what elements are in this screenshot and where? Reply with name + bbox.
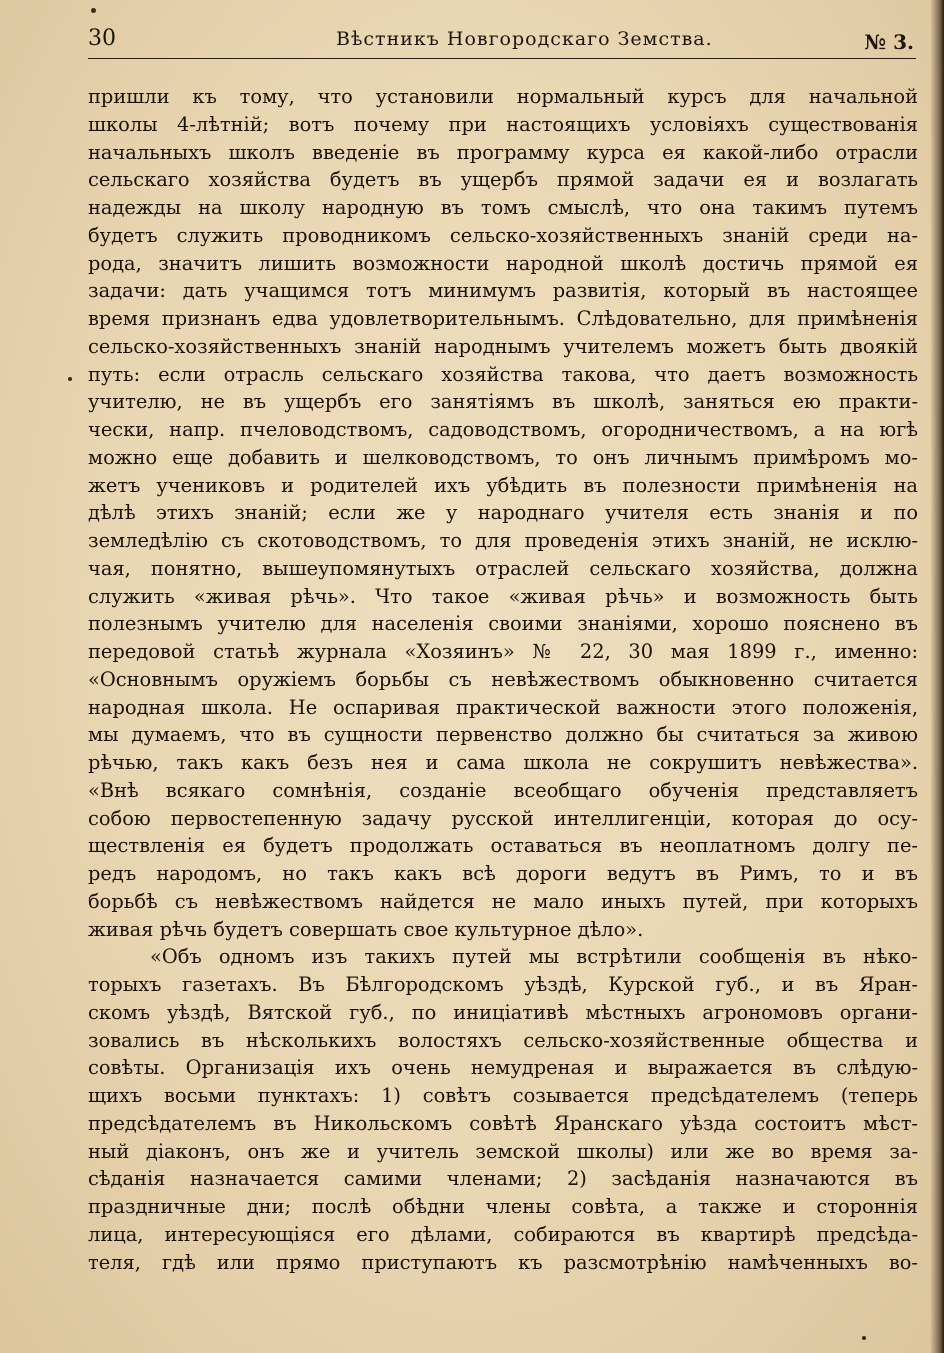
text-line: народная школа. Не оспаривая практической важности этого положенія, (88, 695, 918, 719)
header-rule (88, 58, 916, 59)
text-line: полезнымъ учителю для населенія своими знаніями, хорошо пояснено въ (88, 612, 918, 636)
text-line: борьбѣ съ невѣжествомъ найдется не мало иныхъ путей, при которыхъ (88, 889, 918, 913)
text-line: рѣчью, такъ какъ безъ нея и сама школа не сокрушитъ невѣжества». (88, 751, 918, 774)
text-line: учителю, не въ ущербъ его занятіямъ въ школѣ, заняться ею практи- (88, 390, 918, 414)
text-line: лица, интересующіяся его дѣлами, собираются въ квартирѣ предсѣда- (88, 1222, 918, 1246)
text-line: земледѣлію съ скотоводствомъ, то для проведенія этихъ знаній, не исклю- (88, 529, 918, 552)
text-line: пришли къ тому, что установили нормальный курсъ для начальной (88, 85, 918, 108)
paper-speck (68, 377, 72, 381)
page-number: 30 (88, 26, 116, 51)
text-line: щихъ восьми пунктахъ: 1) совѣтъ созывается предсѣдателемъ (теперь (88, 1084, 918, 1107)
text-line: дѣлѣ этихъ знаній; если же у народнаго учителя есть знанія и по (88, 501, 918, 525)
text-line: мы думаемъ, что въ сущности первенство должно бы считаться за живою (88, 723, 918, 747)
text-line: скомъ уѣздѣ, Вятской губ., по иниціативѣ мѣстныхъ агрономовъ органи- (88, 1000, 918, 1024)
text-line: надежды на школу народную въ томъ смыслѣ, что она такимъ путемъ (88, 196, 918, 219)
text-line: будетъ служить проводникомъ сельско-хозяйственныхъ знаній среди на- (88, 223, 918, 247)
text-line: служить «живая рѣчь». Что такое «живая рѣчь» и возможность быть (88, 584, 918, 608)
text-line: сѣданія назначается самими членами; 2) засѣданія назначаются въ (88, 1167, 918, 1191)
text-line: можно еще добавить и шелководствомъ, то онъ личнымъ примѣромъ мо- (88, 445, 918, 469)
text-line: чая, понятно, вышеупомянутыхъ отраслей сельскаго хозяйства, должна (88, 556, 918, 580)
text-line: сельско-хозяйственныхъ знаній народнымъ учителемъ можетъ быть двоякій (88, 334, 918, 358)
text-line: сельскаго хозяйства будетъ въ ущербъ прямой задачи ея и возлагать (88, 168, 918, 192)
body-text (88, 83, 918, 1276)
page-header (88, 22, 918, 62)
text-line: «Объ одномъ изъ такихъ путей мы встрѣтили сообщенія въ нѣко- (150, 945, 918, 969)
paper-speck (91, 8, 96, 13)
text-line: время признанъ едва удовлетворительнымъ. Слѣдовательно, для примѣненія (88, 307, 918, 330)
text-line: совѣты. Организація ихъ очень немудреная и выражается въ слѣдую- (88, 1056, 918, 1080)
text-line: зовались въ нѣсколькихъ волостяхъ сельско-хозяйственные общества и (88, 1028, 918, 1052)
text-line: праздничные дни; послѣ обѣдни члены совѣта, а также и стороннія (88, 1195, 918, 1218)
text-line: ществленія ея будетъ продолжать оставаться въ неоплатномъ долгу пе- (88, 834, 918, 858)
issue-number: № 3. (864, 30, 914, 54)
text-line: торыхъ газетахъ. Въ Бѣлгородскомъ уѣздѣ, Курской губ., и въ Яран- (88, 973, 918, 996)
text-line: школы 4-лѣтній; вотъ почему при настоящихъ условіяхъ существованія (88, 112, 918, 136)
text-line: задачи: дать учащимся тотъ минимумъ развитія, который въ настоящее (88, 279, 918, 303)
text-line: жетъ учениковъ и родителей ихъ убѣдить въ полезности примѣненія на (88, 473, 918, 497)
text-line: путь: если отрасль сельскаго хозяйства такова, что даетъ возможность (88, 362, 918, 386)
text-line: начальныхъ школъ введеніе въ программу курса ея какой-либо отрасли (88, 140, 918, 164)
text-line: «Внѣ всякаго сомнѣнія, созданіе всеобщаго обученія представляетъ (88, 778, 918, 802)
text-line: ный діаконъ, онъ же и учитель земской школы) или же во время за- (88, 1139, 918, 1163)
text-line: чески, напр. пчеловодствомъ, садоводствомъ, огородничествомъ, а на югѣ (88, 418, 918, 441)
text-line: собою первостепенную задачу русской интеллигенціи, которая до осу- (88, 806, 918, 830)
text-line: живая рѣчь будетъ совершать свое культурное дѣло». (88, 917, 644, 941)
text-line: рода, значитъ лишить возможности народной школѣ достичь прямой ея (88, 251, 918, 275)
running-title: Вѣстникъ Новгородскаго Земства. (336, 28, 713, 50)
text-line: передовой статьѣ журнала «Хозяинъ» № 22, 30 мая 1899 г., именно: (88, 640, 918, 663)
text-line: предсѣдателемъ въ Никольскомъ совѣтѣ Яранскаго уѣзда состоитъ мѣст- (88, 1111, 918, 1135)
text-line: редъ народомъ, но такъ какъ всѣ дороги ведутъ въ Римъ, то и въ (88, 862, 918, 885)
text-line: «Основнымъ оружіемъ борьбы съ невѣжествомъ обыкновенно считается (88, 667, 918, 691)
text-line: теля, гдѣ или прямо приступаютъ къ разсмотрѣнію намѣченныхъ во- (88, 1250, 918, 1274)
paper-speck (862, 1336, 866, 1340)
page-edge-shadow (930, 0, 944, 1353)
